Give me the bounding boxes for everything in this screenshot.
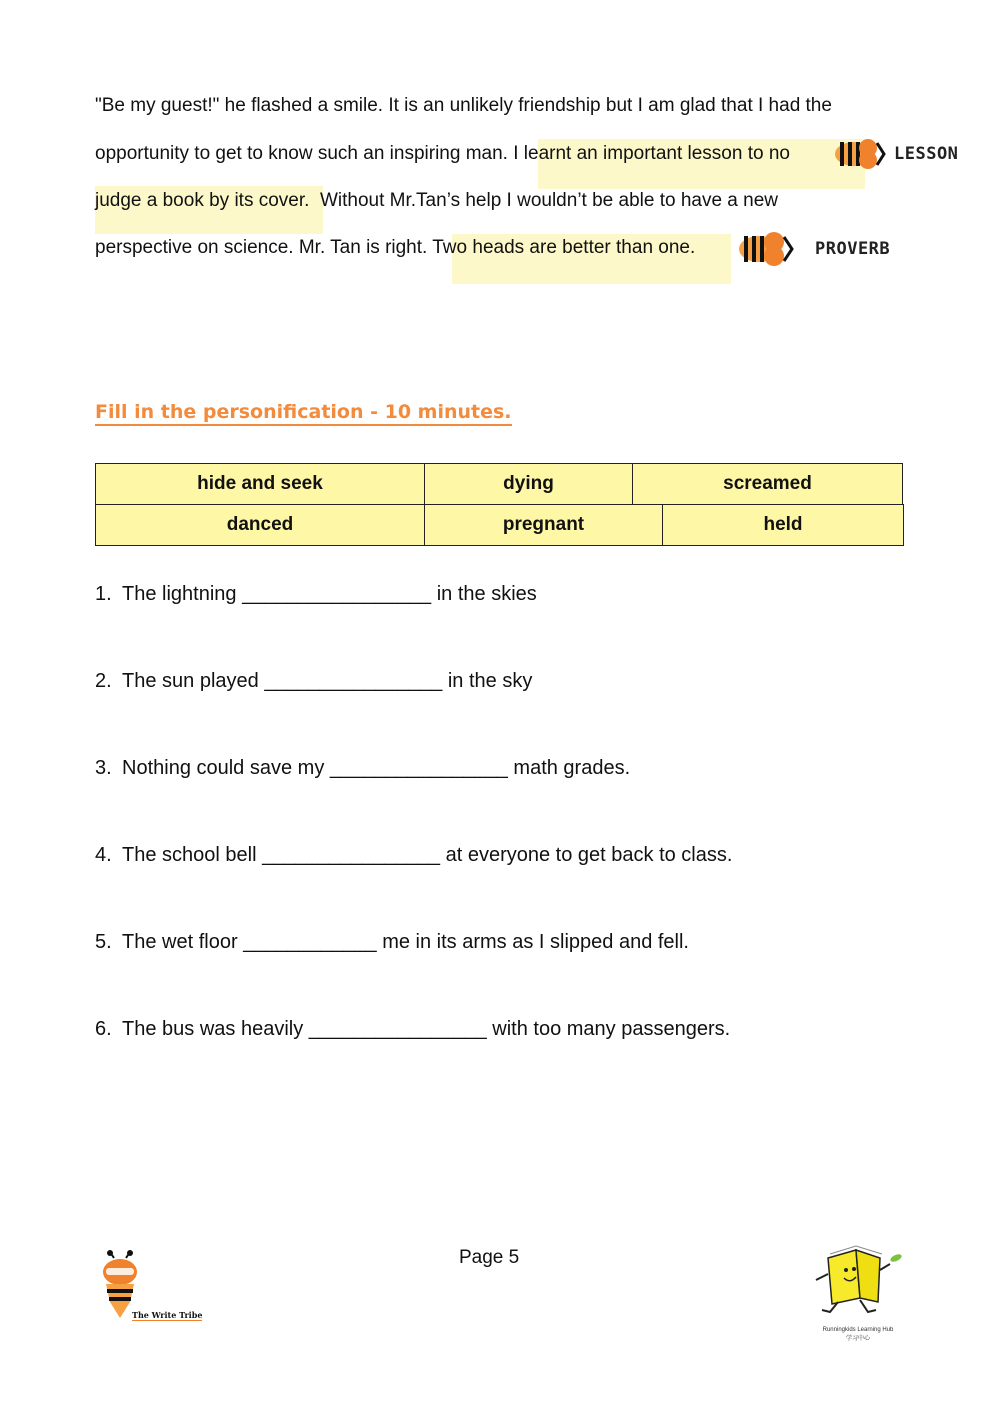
question-number: 5. (95, 931, 112, 953)
lesson-highlight-text: I learnt an important lesson to no (513, 143, 790, 164)
question-item (95, 670, 532, 693)
word-bank-row (95, 463, 904, 505)
bee-icon (733, 227, 797, 271)
lesson-tag (828, 133, 958, 175)
question-text: Nothing could save my ________________ math grades. (122, 757, 631, 779)
page-number: Page 5 (459, 1247, 520, 1268)
question-number: 3. (95, 757, 112, 779)
word-cell: hide and seek (95, 463, 425, 505)
cover-highlight-text: judge a book by its cover. (95, 190, 310, 211)
word-bank-table (95, 463, 904, 546)
proverb-highlight-text: Two heads are better than one. (432, 237, 696, 258)
question-item (95, 1018, 730, 1041)
word-cell: danced (95, 504, 425, 546)
bee-icon (828, 133, 888, 175)
word-cell: screamed (632, 463, 903, 505)
passage-line-3-text: Without Mr.Tan’s help I wouldn’t be able to have a new (309, 190, 779, 211)
proverb-tag (733, 227, 890, 271)
runningkids-logo-text: Runningkids Learning Hub (822, 1327, 894, 1333)
passage-line-4-text: perspective on science. Mr. Tan is right. (95, 237, 433, 258)
question-item (95, 583, 537, 606)
passage-line-2-text: opportunity to get to know such an inspiring man. (95, 143, 514, 164)
passage-line-4 (95, 236, 695, 260)
word-cell: pregnant (424, 504, 664, 546)
question-text: The school bell ________________ at everyone to get back to class. (122, 844, 733, 866)
question-item (95, 757, 630, 780)
word-cell: held (662, 504, 904, 546)
question-item (95, 931, 689, 954)
passage-line-1: "Be my guest!" he flashed a smile. It is an unlikely friendship but I am glad that I had the (95, 95, 832, 116)
question-number: 4. (95, 844, 112, 866)
section-title: Fill in the personification - 10 minutes. (95, 401, 512, 426)
question-item (95, 844, 732, 867)
question-number: 2. (95, 670, 112, 692)
question-text: The lightning _________________ in the skies (122, 583, 537, 605)
proverb-tag-label: PROVERB (815, 239, 891, 259)
write-tribe-logo-text: The Write Tribe (132, 1310, 203, 1320)
question-text: The wet floor ____________ me in its arms as I slipped and fell. (122, 931, 689, 953)
word-bank-row (95, 504, 904, 546)
question-text: The bus was heavily ________________ with too many passengers. (122, 1018, 731, 1040)
runningkids-logo-subtext: 学习中心 (845, 1336, 870, 1342)
passage-line-2 (95, 142, 790, 166)
runningkids-logo (808, 1244, 908, 1344)
question-number: 6. (95, 1018, 112, 1040)
question-number: 1. (95, 583, 112, 605)
question-text: The sun played ________________ in the sky (122, 670, 533, 692)
word-cell: dying (424, 463, 634, 505)
book-mascot-icon (808, 1244, 908, 1318)
lesson-tag-label: LESSON (894, 144, 959, 164)
write-tribe-logo (96, 1250, 211, 1330)
passage-line-3 (95, 189, 778, 213)
